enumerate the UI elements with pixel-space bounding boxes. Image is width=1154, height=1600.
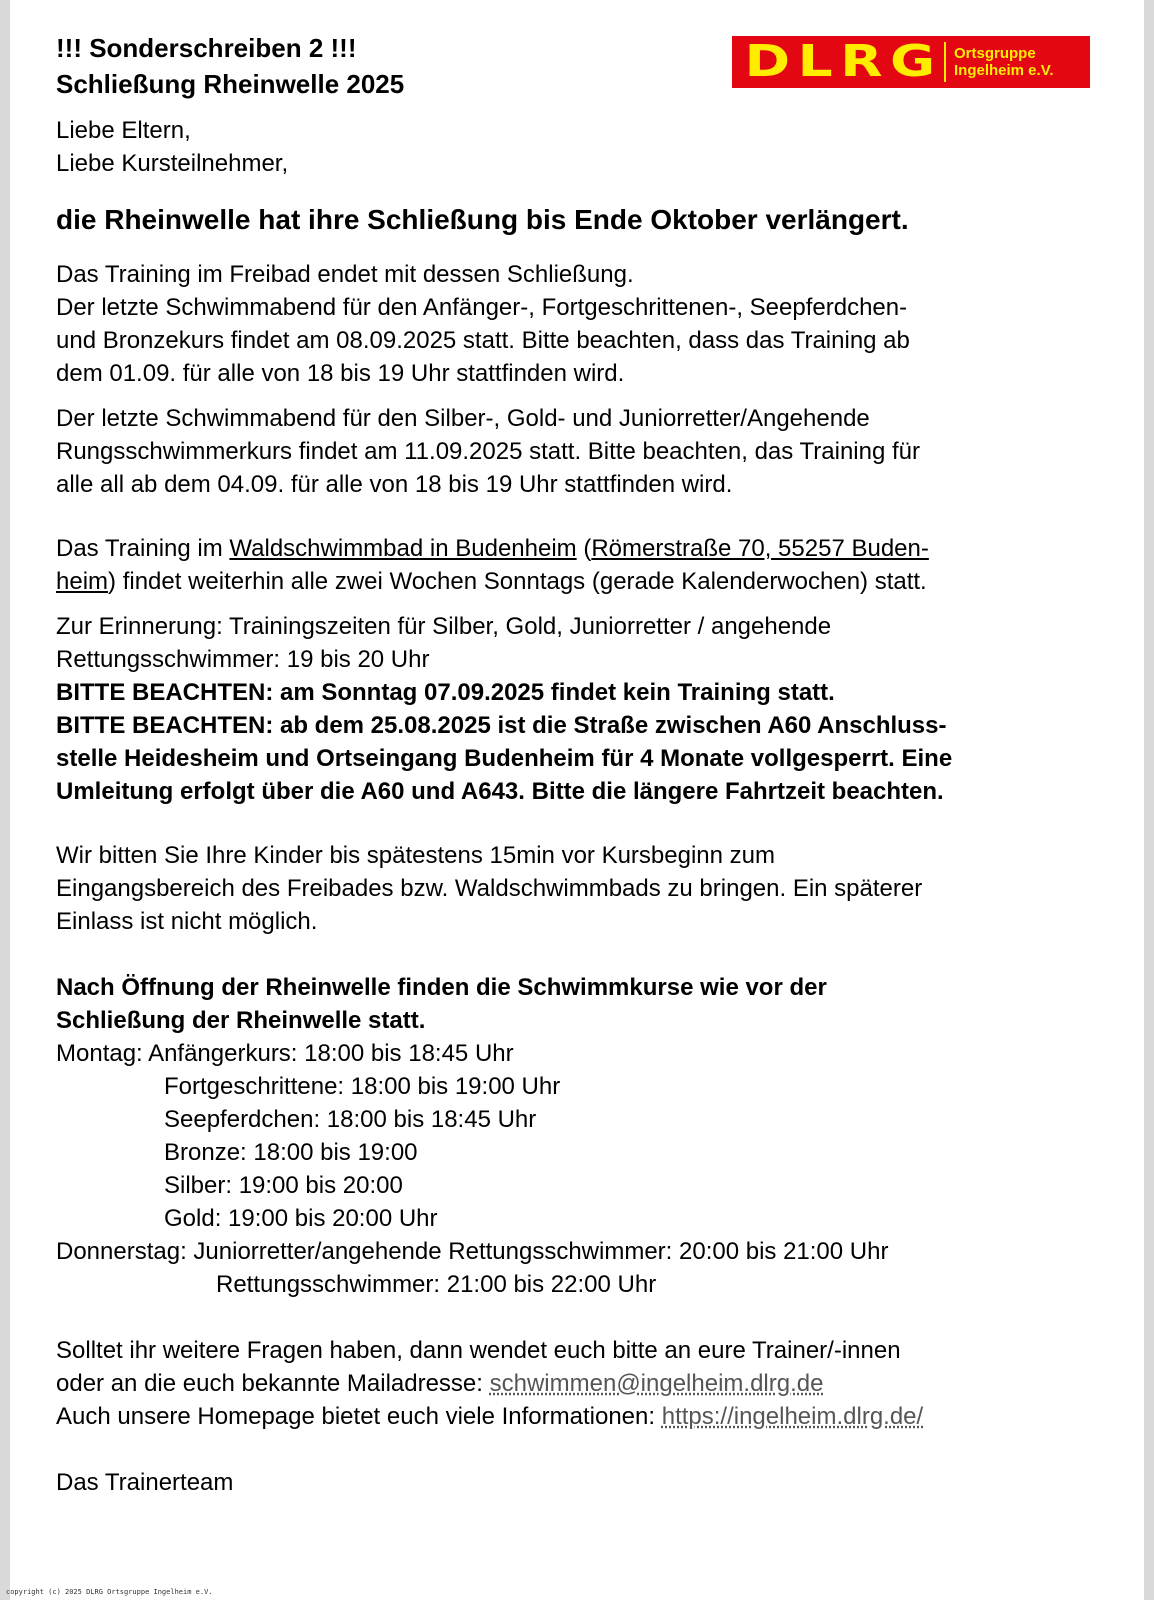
schedule-row: Silber: 19:00 bis 20:00 <box>164 1172 403 1199</box>
paragraph-freibad <box>56 258 1116 390</box>
paragraph-arrival <box>56 839 1116 938</box>
text-span: Das Training im <box>56 535 230 562</box>
reminder-line: Zur Erinnerung: Trainingszeiten für Silber, Gold, Juniorretter / angehende <box>56 613 832 640</box>
schedule-row-thursday: Donnerstag: Juniorretter/angehende Rettungsschwimmer: 20:00 bis 21:00 Uhr <box>56 1238 889 1265</box>
signature: Das Trainerteam <box>56 1469 234 1496</box>
schedule-row: Rettungsschwimmer: 21:00 bis 22:00 Uhr <box>216 1271 657 1298</box>
paragraph-line: Rungsschwimmerkurs findet am 11.09.2025 statt. Bitte beachten, das Training für <box>56 438 920 465</box>
schedule-row: Seepferdchen: 18:00 bis 18:45 Uhr <box>164 1106 537 1133</box>
paragraph-line: Das Training im Freibad endet mit dessen Schließung. <box>56 261 634 288</box>
waldschwimmbad-link[interactable]: Waldschwimmbad in Budenheim <box>229 535 577 562</box>
paragraph-line <box>56 565 1116 598</box>
document-page <box>10 0 1144 1600</box>
email-link[interactable]: schwimmen@ingelheim.dlrg.de <box>489 1370 824 1397</box>
headline: die Rheinwelle hat ihre Schließung bis Ende Oktober verlängert. <box>56 204 909 235</box>
address-link-continued[interactable]: heim <box>56 568 109 595</box>
paragraph-line: und Bronzekurs findet am 08.09.2025 statt. Bitte beachten, dass das Training ab <box>56 327 910 354</box>
letter-title <box>56 30 1116 102</box>
paragraph-line: Eingangsbereich des Freibades bzw. Waldschwimmbads zu bringen. Ein späterer <box>56 875 923 902</box>
homepage-link[interactable]: https://ingelheim.dlrg.de/ <box>661 1403 924 1430</box>
title-line1: !!! Sonderschreiben 2 !!! <box>56 33 357 63</box>
contact-line: Solltet ihr weitere Fragen haben, dann wendet euch bitte an eure Trainer/-innen <box>56 1337 901 1364</box>
letter-body <box>56 30 1116 1499</box>
paragraph-line: alle all ab dem 04.09. für alle von 18 bis 19 Uhr stattfinden wird. <box>56 471 733 498</box>
text-span: ( <box>576 535 592 562</box>
notice-no-training: BITTE BEACHTEN: am Sonntag 07.09.2025 findet kein Training statt. <box>56 679 835 706</box>
schedule-block <box>56 971 1116 1301</box>
text-span: Auch unsere Homepage bietet euch viele Informationen: <box>56 1403 662 1430</box>
title-line2: Schließung Rheinwelle 2025 <box>56 69 405 99</box>
contact-line <box>56 1400 1116 1433</box>
contact-block <box>56 1334 1116 1433</box>
schedule-row: Gold: 19:00 bis 20:00 Uhr <box>164 1205 438 1232</box>
paragraph-waldschwimmbad <box>56 532 1116 598</box>
notice-road-closure-line: BITTE BEACHTEN: ab dem 25.08.2025 ist die Straße zwischen A60 Anschluss- <box>56 712 947 739</box>
paragraph-silber-gold <box>56 402 1116 501</box>
schedule-row-monday: Montag: Anfängerkurs: 18:00 bis 18:45 Uhr <box>56 1040 514 1067</box>
paragraph-line: Wir bitten Sie Ihre Kinder bis spätestens 15min vor Kursbeginn zum <box>56 842 776 869</box>
schedule-row: Fortgeschrittene: 18:00 bis 19:00 Uhr <box>164 1073 561 1100</box>
logo-wordmark: DLRG <box>744 36 943 87</box>
paragraph-line: dem 01.09. für alle von 18 bis 19 Uhr stattfinden wird. <box>56 360 625 387</box>
logo-subtitle-line1: Ortsgruppe <box>954 45 1036 62</box>
logo-subtitle-line2: Ingelheim e.V. <box>954 62 1054 79</box>
schedule-heading: Nach Öffnung der Rheinwelle finden die Schwimmkurse wie vor der <box>56 974 827 1001</box>
address-link[interactable]: Römerstraße 70, 55257 Buden- <box>591 535 929 562</box>
notice-road-closure-line: stelle Heidesheim und Ortseingang Budenheim für 4 Monate vollgesperrt. Eine <box>56 745 953 772</box>
text-span: oder an die euch bekannte Mailadresse: <box>56 1370 490 1397</box>
greeting <box>56 114 1116 180</box>
notice-road-closure-line: Umleitung erfolgt über die A60 und A643. Bitte die längere Fahrtzeit beachten. <box>56 778 944 805</box>
contact-line <box>56 1367 1116 1400</box>
reminder-block <box>56 610 1116 808</box>
schedule-row: Bronze: 18:00 bis 19:00 <box>164 1139 418 1166</box>
copyright-notice: copyright (c) 2025 DLRG Ortsgruppe Ingelheim e.V. <box>6 1588 213 1596</box>
greeting-line2: Liebe Kursteilnehmer, <box>56 150 289 177</box>
text-span: ) findet weiterhin alle zwei Wochen Sonntags (gerade Kalenderwochen) statt. <box>108 568 927 595</box>
paragraph-line <box>56 532 1116 565</box>
paragraph-line: Der letzte Schwimmabend für den Silber-, Gold- und Juniorretter/Angehende <box>56 405 870 432</box>
reminder-line: Rettungsschwimmer: 19 bis 20 Uhr <box>56 646 430 673</box>
schedule-heading: Schließung der Rheinwelle statt. <box>56 1007 426 1034</box>
greeting-line1: Liebe Eltern, <box>56 117 191 144</box>
paragraph-line: Einlass ist nicht möglich. <box>56 908 318 935</box>
paragraph-line: Der letzte Schwimmabend für den Anfänger-, Fortgeschrittenen-, Seepferdchen- <box>56 294 908 321</box>
